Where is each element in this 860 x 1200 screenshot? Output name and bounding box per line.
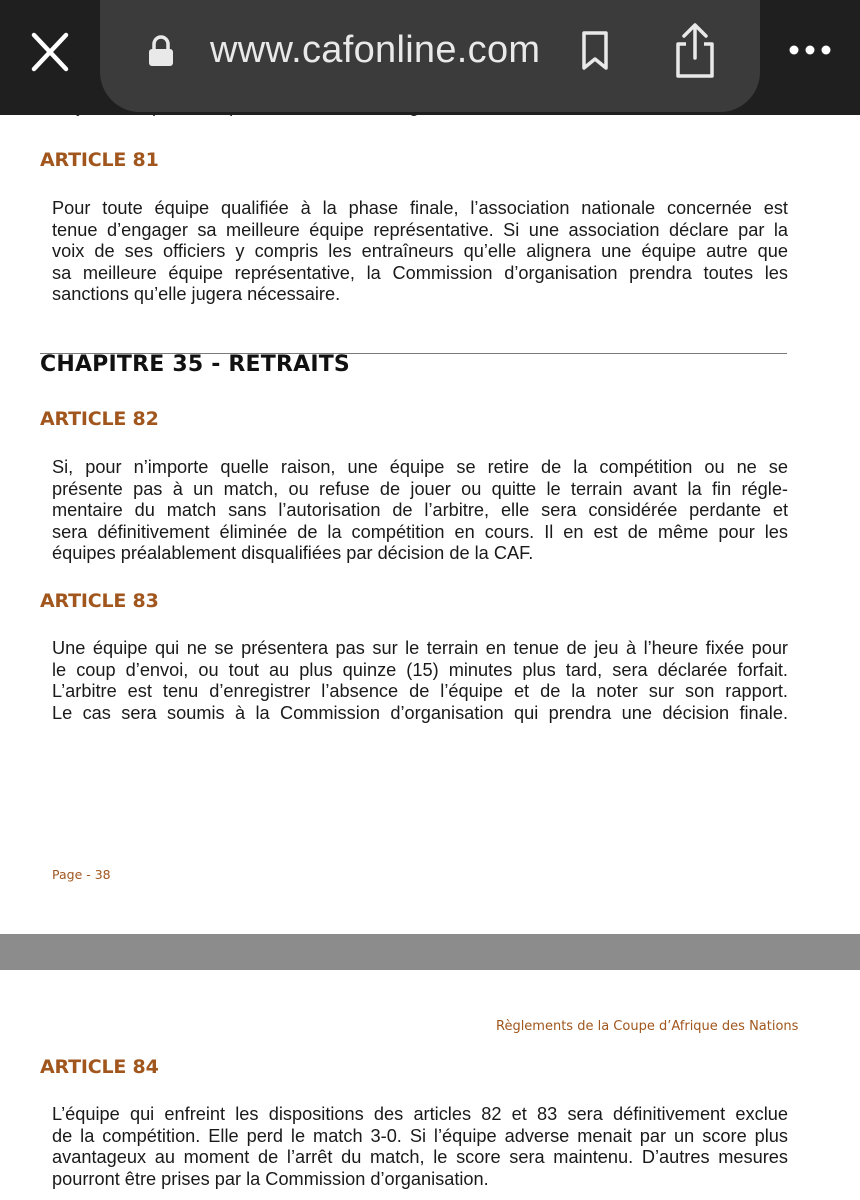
article-83-body — [52, 638, 788, 724]
text-line: sera définitivement éliminée de la compétition en cours. Il en est de même pour les — [52, 521, 788, 542]
article-83-title: ARTICLE 83 — [40, 590, 159, 612]
bookmark-icon[interactable] — [578, 30, 612, 72]
running-header: Règlements de la Coupe d’Afrique des Nations — [496, 1019, 799, 1034]
close-icon[interactable] — [28, 32, 72, 72]
lock-icon — [146, 34, 176, 68]
article-84-title: ARTICLE 84 — [40, 1056, 159, 1078]
article-82-title: ARTICLE 82 — [40, 408, 159, 430]
chapter-title: CHAPITRE 35 - RETRAITS — [40, 352, 350, 377]
text-line: pourront être prises par la Commission d’organisation. — [52, 1168, 489, 1189]
text-line: voix de ses officiers y compris les entraîneurs qu’elle alignera une équipe autre que — [52, 241, 788, 261]
page-separator — [0, 934, 860, 970]
text-line: Une équipe qui ne se présentera pas sur le terrain en tenue de jeu à l’heure fixée pour — [52, 638, 788, 658]
text-line: Pour toute équipe qualifiée à la phase finale, l’association nationale concernée est — [52, 198, 788, 218]
text-line: le coup d’envoi, ou tout au plus quinze (15) minutes plus tard, sera déclarée forfait. — [52, 659, 788, 680]
browser-toolbar — [0, 0, 860, 115]
article-81-body — [52, 198, 788, 306]
text-line: Si, pour n’importe quelle raison, une équipe se retire de la compétition ou ne se — [52, 457, 788, 477]
text-line: avantageux au moment de l’arrêt du match, le score sera maintenu. D’autres mesures — [52, 1147, 788, 1167]
text-line: sanctions qu’elle jugera nécessaire. — [52, 284, 341, 304]
text-line: Le cas sera soumis à la Commission d’organisation qui prendra une décision finale. — [52, 702, 788, 723]
share-icon[interactable] — [670, 22, 720, 80]
text-line: mentaire du match sans l’autorisation de l’arbitre, elle sera considérée perdante et — [52, 500, 788, 520]
text-line: présente pas à un match, ou refuse de jouer ou quitte le terrain avant la fin régle- — [52, 478, 788, 499]
text-line: L’équipe qui enfreint les dispositions des articles 82 et 83 sera définitivement exclue — [52, 1104, 788, 1124]
url-text[interactable]: www.cafonline.com — [210, 29, 541, 71]
article-84-body — [52, 1104, 788, 1190]
text-line: de la compétition. Elle perd le match 3-0. Si l’équipe adverse menait par un score plus — [52, 1125, 788, 1146]
text-line: équipes préalablement disqualifiées par décision de la CAF. — [52, 543, 534, 563]
text-line: sa meilleure équipe représentative, la Commission d’organisation prendra toutes les — [52, 262, 788, 283]
text-line: tenue d’engager sa meilleure équipe représentative. Si une association déclare par la — [52, 219, 788, 240]
article-81-title: ARTICLE 81 — [40, 149, 159, 171]
more-icon[interactable] — [788, 40, 832, 60]
page-number: Page - 38 — [52, 867, 111, 882]
article-82-body — [52, 457, 788, 565]
text-line: L’arbitre est tenu d’enregistrer l’absence de l’équipe et de la noter sur son rapport. — [52, 681, 788, 701]
